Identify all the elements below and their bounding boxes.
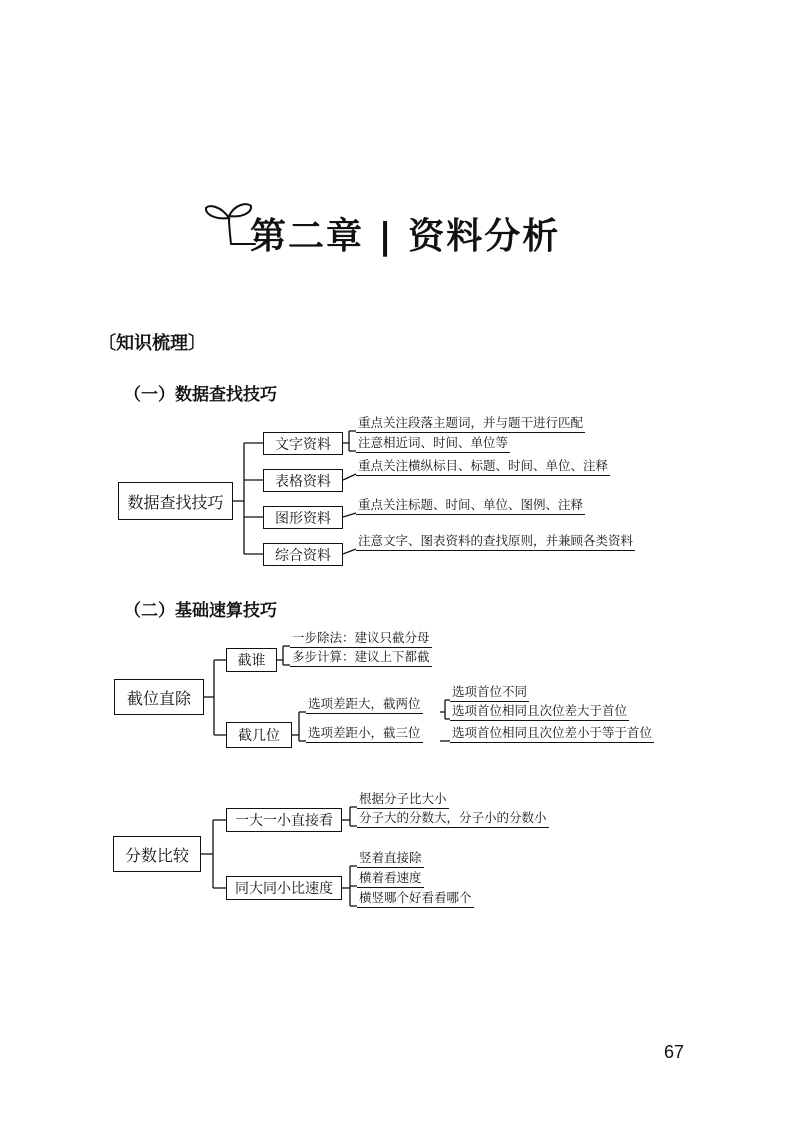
mindmap-root-truncate-divide: 截位直除 xyxy=(114,679,204,715)
part2-heading: （二）基础速算技巧 xyxy=(124,601,277,621)
leaf-first-digit-differs: 选项首位不同 xyxy=(450,684,529,702)
section-heading: 〔知识梳理〕 xyxy=(98,333,206,354)
part1-heading: （一）数据查找技巧 xyxy=(124,385,277,405)
leaf-bigger-numerator-bigger: 分子大的分数大，分子小的分数小 xyxy=(357,810,549,828)
sub-large-gap: 选项差距大，截两位 xyxy=(306,696,423,714)
leaf-whichever-easier: 横竖哪个好看看哪个 xyxy=(357,890,474,908)
branch-table-data: 表格资料 xyxy=(263,469,343,492)
branch-mixed-data: 综合资料 xyxy=(263,543,343,566)
leaf-second-digit-smaller: 选项首位相同且次位差小于等于首位 xyxy=(450,725,654,743)
leaf-text-1: 重点关注段落主题词，并与题干进行匹配 xyxy=(356,415,585,433)
branch-one-big-one-small: 一大一小直接看 xyxy=(226,808,342,832)
leaf-text-2: 注意相近词、时间、单位等 xyxy=(356,435,510,453)
branch-text-data: 文字资料 xyxy=(263,432,343,455)
mindmap-root-fraction-compare: 分数比较 xyxy=(113,836,201,872)
branch-how-many-digits: 截几位 xyxy=(226,722,292,748)
leaf-vertical-divide: 竖着直接除 xyxy=(357,850,424,868)
leaf-compare-numerator: 根据分子比大小 xyxy=(357,791,449,809)
leaf-multi-step: 多步计算：建议上下都截 xyxy=(290,649,432,667)
leaf-second-digit-greater: 选项首位相同且次位差大于首位 xyxy=(450,703,629,721)
leaf-one-step-division: 一步除法：建议只截分母 xyxy=(290,630,432,648)
mindmap-root-data-lookup: 数据查找技巧 xyxy=(118,482,233,520)
leaf-horizontal-speed: 横着看速度 xyxy=(357,870,424,888)
leaf-graph-1: 重点关注标题、时间、单位、图例、注释 xyxy=(356,497,585,515)
leaf-mixed-1: 注意文字、图表资料的查找原则，并兼顾各类资料 xyxy=(356,533,635,551)
sub-small-gap: 选项差距小，截三位 xyxy=(306,725,423,743)
leaf-table-1: 重点关注横纵标目、标题、时间、单位、注释 xyxy=(356,458,610,476)
chapter-title: 第二章 | 资料分析 xyxy=(250,216,561,257)
page-number: 67 xyxy=(664,1042,685,1062)
branch-both-big-or-small: 同大同小比速度 xyxy=(226,876,342,900)
branch-graph-data: 图形资料 xyxy=(263,506,343,529)
branch-which-to-truncate: 截谁 xyxy=(226,648,277,672)
